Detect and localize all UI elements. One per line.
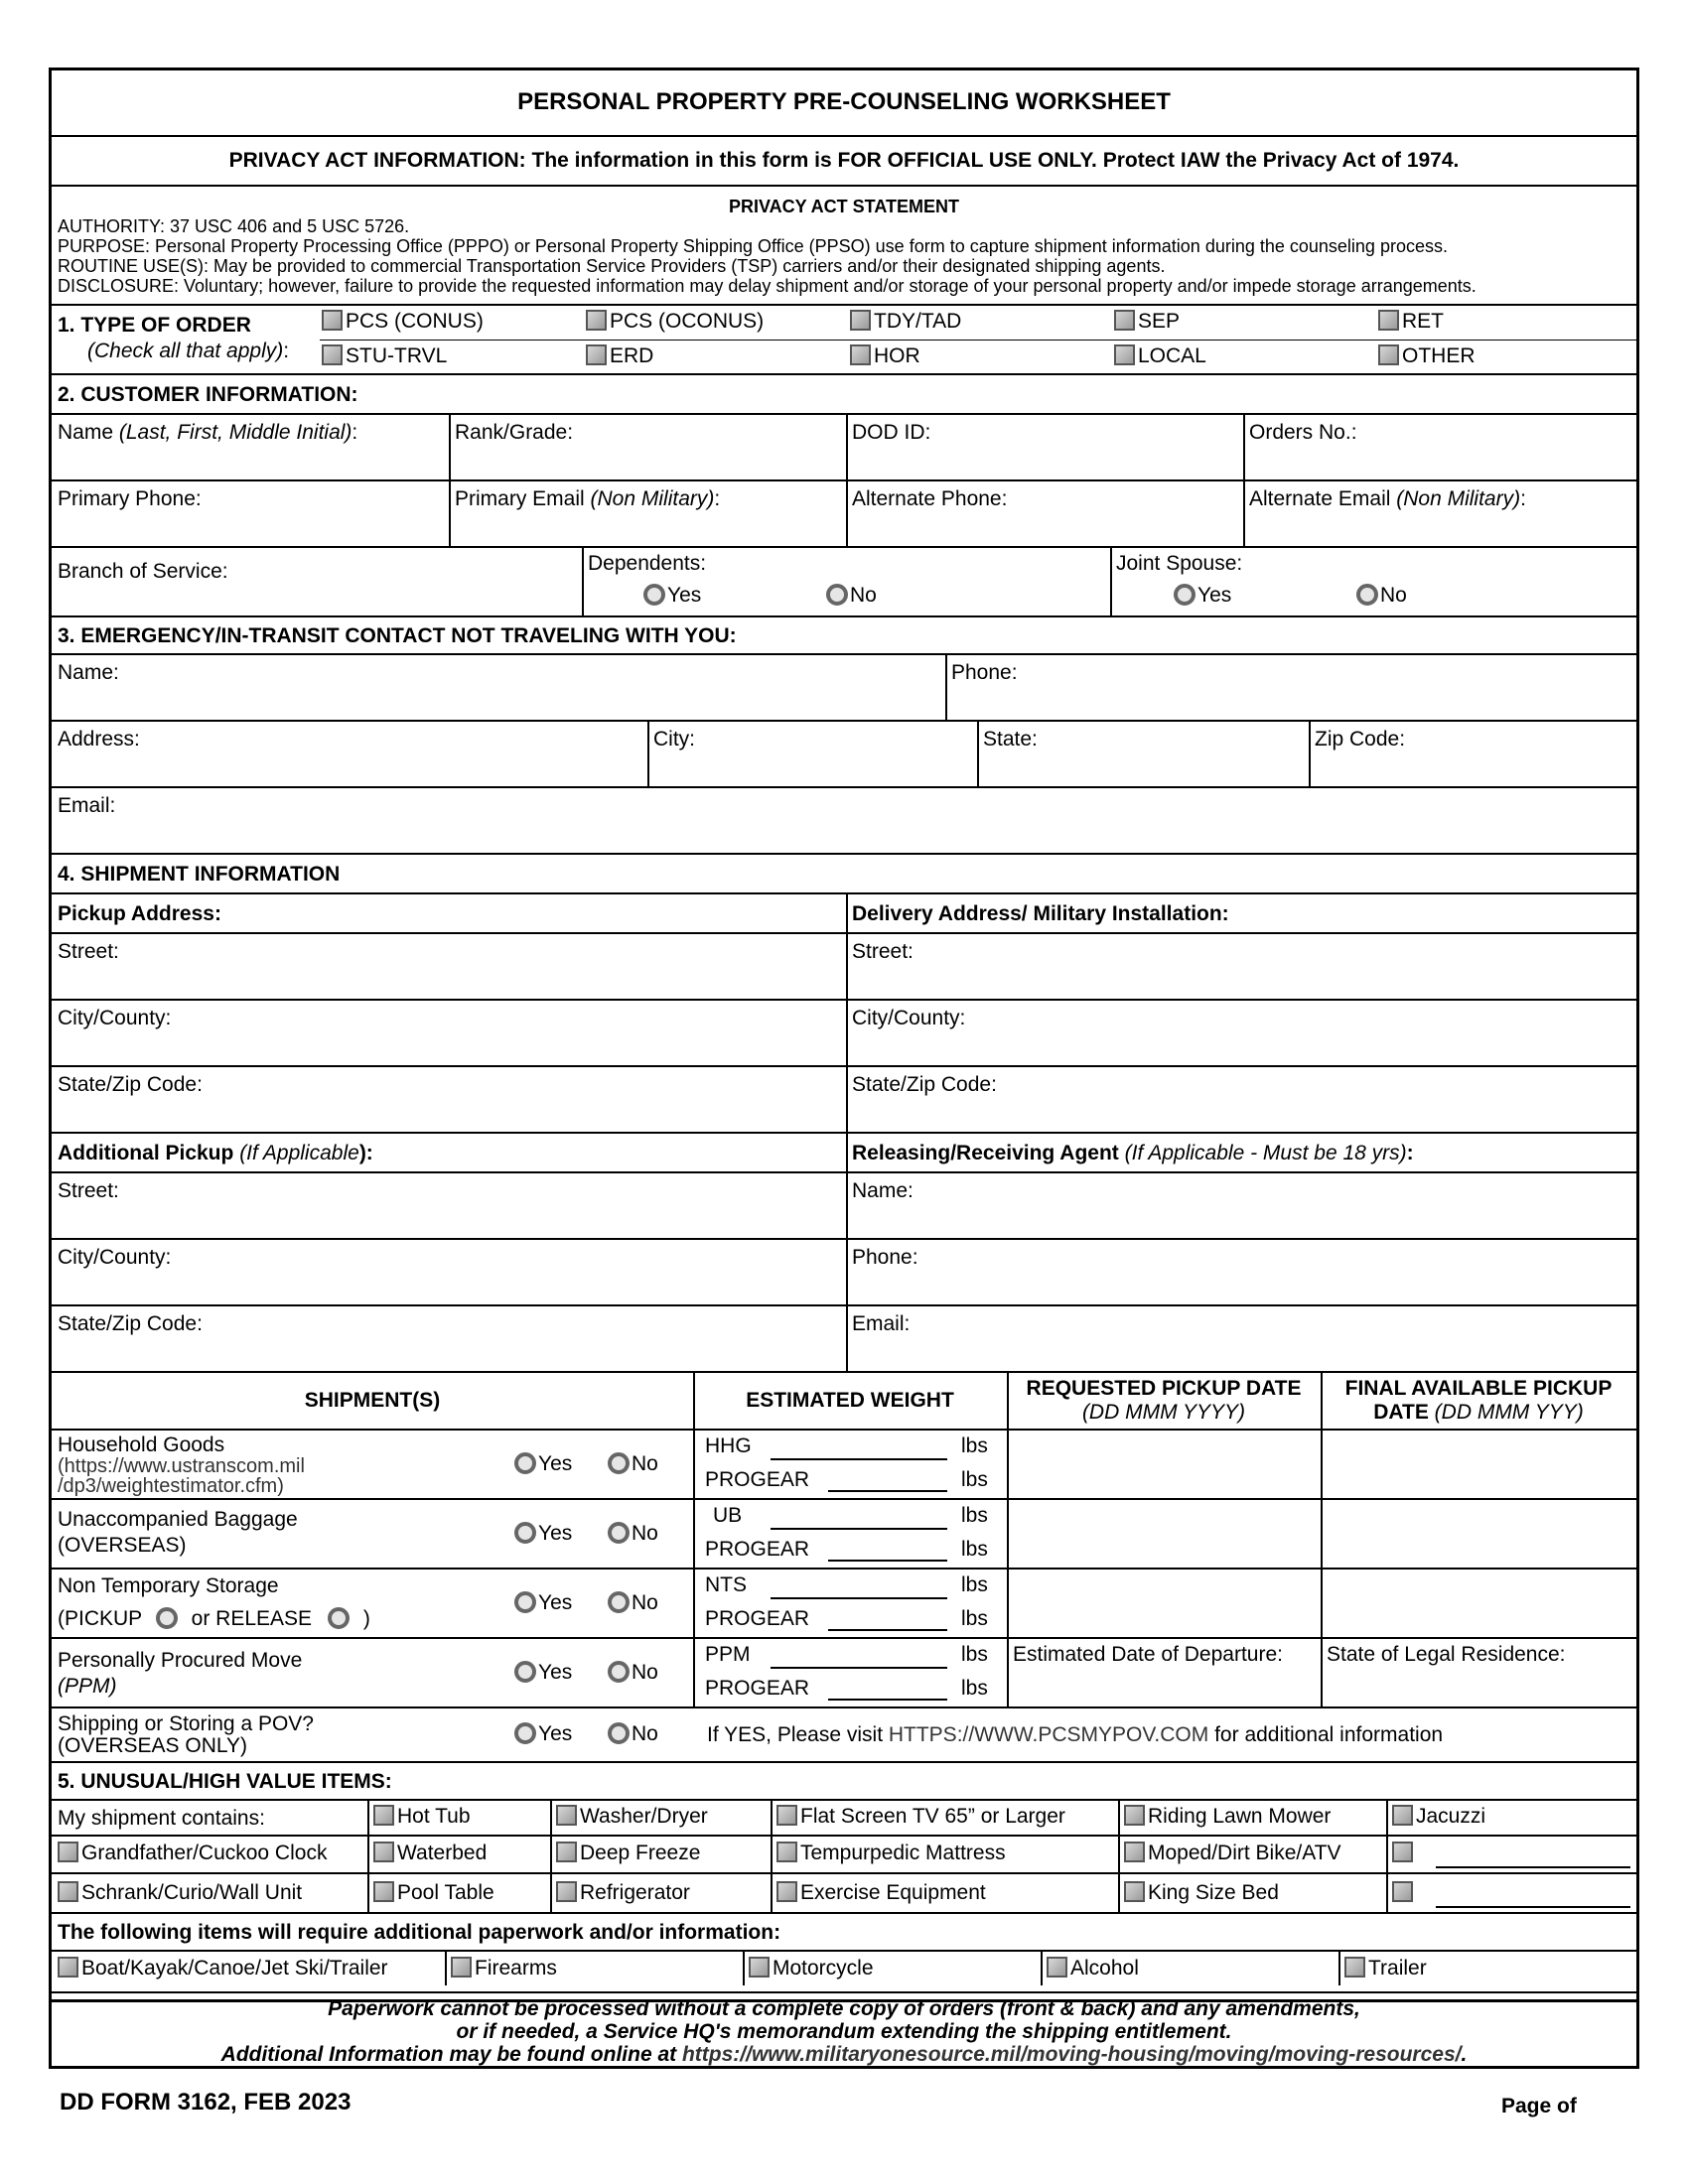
item-exercise-equipment[interactable]: Exercise Equipment xyxy=(776,1881,986,1905)
item-king-size-bed[interactable]: King Size Bed xyxy=(1124,1881,1279,1905)
checkbox-icon[interactable] xyxy=(776,1881,797,1902)
item-boat[interactable]: Boat/Kayak/Canoe/Jet Ski/Trailer xyxy=(58,1957,388,1980)
pickup-street-field[interactable]: Street: xyxy=(58,940,119,963)
item-other-2[interactable] xyxy=(1392,1881,1416,1905)
checkbox-icon[interactable] xyxy=(556,1805,577,1826)
order-option-sep[interactable]: SEP xyxy=(1114,310,1180,334)
checkbox-icon[interactable] xyxy=(1124,1842,1145,1862)
checkbox-icon[interactable] xyxy=(373,1805,394,1826)
checkbox-icon[interactable] xyxy=(1114,344,1135,365)
order-option-local[interactable]: LOCAL xyxy=(1114,344,1206,368)
checkbox-icon[interactable] xyxy=(850,310,871,331)
item-schrank[interactable]: Schrank/Curio/Wall Unit xyxy=(58,1881,302,1905)
alternate-email-field[interactable]: Alternate Email (Non Military): xyxy=(1249,487,1526,510)
checkbox-icon[interactable] xyxy=(1378,344,1399,365)
item-riding-lawn-mower[interactable]: Riding Lawn Mower xyxy=(1124,1805,1331,1829)
order-option-ret[interactable]: RET xyxy=(1378,310,1444,334)
item-motorcycle[interactable]: Motorcycle xyxy=(749,1957,874,1980)
checkbox-icon[interactable] xyxy=(776,1805,797,1826)
ub-progear-input[interactable] xyxy=(828,1560,947,1562)
shipment-row-ub xyxy=(52,1498,1636,1568)
col-shipments: SHIPMENT(S) xyxy=(304,1388,441,1412)
shipment-row-hhg xyxy=(52,1429,1636,1498)
hhg-weight-input[interactable] xyxy=(771,1458,947,1460)
item-grandfather-clock[interactable]: Grandfather/Cuckoo Clock xyxy=(58,1842,327,1865)
customer-row-1 xyxy=(52,413,1636,479)
col-final-pickup: FINAL AVAILABLE PICKUP DATE (DD MMM YYY) xyxy=(1344,1376,1613,1424)
emergency-row-2 xyxy=(52,720,1636,786)
emergency-row-3 xyxy=(52,786,1636,853)
ppm-yes[interactable]: Yes xyxy=(514,1661,572,1685)
radio-icon[interactable] xyxy=(514,1661,536,1683)
additional-street-field[interactable]: Street: xyxy=(58,1179,119,1202)
additional-items-row xyxy=(52,1950,1636,1985)
city-row xyxy=(52,999,1636,1065)
shipment-header: 4. SHIPMENT INFORMATION xyxy=(58,863,341,886)
radio-icon[interactable] xyxy=(514,1522,536,1544)
shipment-row-ppm xyxy=(52,1637,1636,1706)
checkbox-icon[interactable] xyxy=(1124,1805,1145,1826)
radio-icon[interactable] xyxy=(514,1452,536,1474)
ub-sublabel: (OVERSEAS) xyxy=(58,1534,187,1557)
shipments-table-header xyxy=(52,1371,1636,1429)
nts-pickup-radio-icon[interactable] xyxy=(156,1607,178,1629)
order-option-pcs-conus[interactable]: PCS (CONUS) xyxy=(322,310,484,334)
additional-city-field[interactable]: City/County: xyxy=(58,1246,172,1269)
additional-pickup-label: Additional Pickup (If Applicable): xyxy=(58,1142,373,1164)
nts-weight-input[interactable] xyxy=(771,1597,947,1599)
emergency-state-field[interactable]: State: xyxy=(983,728,1038,751)
hhg-progear-lbs: lbs xyxy=(961,1468,988,1491)
pickup-city-field[interactable]: City/County: xyxy=(58,1007,172,1029)
address-headers-row xyxy=(52,892,1636,932)
checkbox-icon[interactable] xyxy=(451,1957,472,1978)
nts-lbs: lbs xyxy=(961,1573,988,1596)
privacy-routine-uses: ROUTINE USE(S): May be provided to commercial Transportation Service Providers (TSP) carriers and/or their designated shipping agents. xyxy=(58,256,1166,276)
item-other-2-input[interactable] xyxy=(1436,1906,1630,1908)
privacy-statement-heading: PRIVACY ACT STATEMENT xyxy=(728,197,959,216)
dependents-yes[interactable]: Yes xyxy=(643,584,701,608)
type-of-order-section xyxy=(52,304,1636,373)
unusual-row-2 xyxy=(52,1835,1636,1872)
street-row xyxy=(52,932,1636,999)
delivery-state-zip-field[interactable]: State/Zip Code: xyxy=(852,1073,997,1096)
additional-row-1 xyxy=(52,1171,1636,1238)
form-id: DD FORM 3162, FEB 2023 xyxy=(60,2089,352,2116)
rank-field[interactable]: Rank/Grade: xyxy=(455,421,574,444)
worksheet-form xyxy=(49,68,1639,2002)
checkbox-icon[interactable] xyxy=(749,1957,770,1978)
pov-link[interactable]: HTTPS://WWW.PCSMYPOV.COM xyxy=(888,1723,1209,1746)
form-title: PERSONAL PROPERTY PRE-COUNSELING WORKSHEET xyxy=(517,88,1171,115)
shipment-row-pov xyxy=(52,1706,1636,1761)
pov-note: If YES, Please visit HTTPS://WWW.PCSMYPOV.COM for additional information xyxy=(707,1723,1444,1746)
agent-label: Releasing/Receiving Agent (If Applicable - Must be 18 yrs): xyxy=(852,1142,1414,1164)
emergency-phone-field[interactable]: Phone: xyxy=(951,661,1018,684)
checkbox-icon[interactable] xyxy=(1047,1957,1067,1978)
col-estimated-weight: ESTIMATED WEIGHT xyxy=(746,1388,954,1412)
item-tempurpedic[interactable]: Tempurpedic Mattress xyxy=(776,1842,1006,1865)
radio-icon[interactable] xyxy=(608,1452,630,1474)
hhg-label: Household Goods xyxy=(58,1433,225,1456)
notice-line-3: Additional Information may be found online at https://www.militaryonesource.mil/moving-housing/moving/moving-resources/. xyxy=(220,2043,1468,2066)
radio-icon[interactable] xyxy=(643,584,665,606)
emergency-row-1 xyxy=(52,653,1636,720)
pov-no[interactable]: No xyxy=(608,1722,658,1746)
item-firearms[interactable]: Firearms xyxy=(451,1957,557,1980)
item-trailer[interactable]: Trailer xyxy=(1344,1957,1427,1980)
primary-email-field[interactable]: Primary Email (Non Military): xyxy=(455,487,721,510)
dependents-no[interactable]: No xyxy=(826,584,877,608)
ub-no[interactable]: No xyxy=(608,1522,658,1546)
ppm-sublabel: (PPM) xyxy=(58,1675,117,1698)
shipment-header-row xyxy=(52,853,1636,892)
type-of-order-hint: (Check all that apply): xyxy=(87,340,290,362)
hhg-progear-label: PROGEAR xyxy=(705,1468,810,1491)
unusual-row-1 xyxy=(52,1799,1636,1835)
ub-lbs: lbs xyxy=(961,1504,988,1527)
emergency-address-field[interactable]: Address: xyxy=(58,728,140,751)
item-deep-freeze[interactable]: Deep Freeze xyxy=(556,1842,700,1865)
ub-progear-label: PROGEAR xyxy=(705,1538,810,1561)
ub-weight-label: UB xyxy=(713,1504,743,1527)
checkbox-icon[interactable] xyxy=(373,1881,394,1902)
unusual-row-3 xyxy=(52,1872,1636,1912)
est-departure-field[interactable]: Estimated Date of Departure: xyxy=(1013,1643,1283,1666)
emergency-zip-field[interactable]: Zip Code: xyxy=(1315,728,1406,751)
nts-progear-input[interactable] xyxy=(828,1629,947,1631)
order-option-tdy-tad[interactable]: TDY/TAD xyxy=(850,310,961,334)
state-zip-row xyxy=(52,1065,1636,1132)
ppm-progear-lbs: lbs xyxy=(961,1677,988,1700)
col-requested-pickup: REQUESTED PICKUP DATE (DD MMM YYYY) xyxy=(1026,1376,1302,1424)
additional-state-zip-field[interactable]: State/Zip Code: xyxy=(58,1312,203,1335)
ppm-weight-label: PPM xyxy=(705,1643,751,1666)
radio-icon[interactable] xyxy=(608,1722,630,1744)
item-other-1[interactable] xyxy=(1392,1842,1416,1865)
orders-no-field[interactable]: Orders No.: xyxy=(1249,421,1357,444)
nts-options: (PICKUP or RELEASE ) xyxy=(58,1607,370,1630)
nts-label: Non Temporary Storage xyxy=(58,1574,279,1597)
radio-icon[interactable] xyxy=(608,1522,630,1544)
privacy-authority: AUTHORITY: 37 USC 406 and 5 USC 5726. xyxy=(58,216,410,236)
nts-release-radio-icon[interactable] xyxy=(328,1607,350,1629)
pov-label: Shipping or Storing a POV? xyxy=(58,1712,314,1735)
checkbox-icon[interactable] xyxy=(556,1881,577,1902)
hhg-no[interactable]: No xyxy=(608,1452,658,1476)
ub-yes[interactable]: Yes xyxy=(514,1522,572,1546)
joint-spouse-no[interactable]: No xyxy=(1356,584,1407,608)
radio-icon[interactable] xyxy=(1174,584,1196,606)
radio-icon[interactable] xyxy=(826,584,848,606)
notice-line-2: or if needed, a Service HQ's memorandum extending the shipping entitlement. xyxy=(456,2020,1232,2043)
additional-row-2 xyxy=(52,1238,1636,1304)
checkbox-icon[interactable] xyxy=(1344,1957,1365,1978)
emergency-email-field[interactable]: Email: xyxy=(58,794,116,817)
shipment-row-nts xyxy=(52,1568,1636,1637)
name-field[interactable]: Name (Last, First, Middle Initial): xyxy=(58,421,358,444)
nts-progear-lbs: lbs xyxy=(961,1607,988,1630)
checkbox-icon[interactable] xyxy=(322,344,343,365)
checkbox-icon[interactable] xyxy=(1392,1842,1413,1862)
checkbox-icon[interactable] xyxy=(586,310,607,331)
item-hot-tub[interactable]: Hot Tub xyxy=(373,1805,471,1829)
checkbox-icon[interactable] xyxy=(1114,310,1135,331)
military-onesource-link[interactable]: https://www.militaryonesource.mil/moving-housing/moving/moving-resources/ xyxy=(681,2043,1462,2066)
dod-id-field[interactable]: DOD ID: xyxy=(852,421,931,444)
agent-email-field[interactable]: Email: xyxy=(852,1312,911,1335)
item-moped[interactable]: Moped/Dirt Bike/ATV xyxy=(1124,1842,1341,1865)
privacy-banner-row xyxy=(52,135,1636,185)
notice-box xyxy=(49,1991,1639,2069)
checkbox-icon[interactable] xyxy=(58,1881,78,1902)
delivery-street-field[interactable]: Street: xyxy=(852,940,914,963)
unusual-header: 5. UNUSUAL/HIGH VALUE ITEMS: xyxy=(58,1770,392,1793)
checkbox-icon[interactable] xyxy=(1392,1805,1413,1826)
emergency-name-field[interactable]: Name: xyxy=(58,661,119,684)
ppm-no[interactable]: No xyxy=(608,1661,658,1685)
nts-progear-label: PROGEAR xyxy=(705,1607,810,1630)
order-option-erd[interactable]: ERD xyxy=(586,344,653,368)
order-option-other[interactable]: OTHER xyxy=(1378,344,1476,368)
additional-paperwork-header: The following items will require additional paperwork and/or information: xyxy=(58,1921,781,1944)
emergency-header: 3. EMERGENCY/IN-TRANSIT CONTACT NOT TRAVELING WITH YOU: xyxy=(58,624,737,647)
notice-line-1: Paperwork cannot be processed without a complete copy of orders (front & back) and any amendments, xyxy=(328,1997,1360,2020)
legal-residence-field[interactable]: State of Legal Residence: xyxy=(1327,1643,1566,1666)
item-other-1-input[interactable] xyxy=(1436,1866,1630,1868)
nts-yes[interactable]: Yes xyxy=(514,1591,572,1615)
additional-headers-row xyxy=(52,1132,1636,1171)
checkbox-icon[interactable] xyxy=(1124,1881,1145,1902)
item-refrigerator[interactable]: Refrigerator xyxy=(556,1881,690,1905)
nts-no[interactable]: No xyxy=(608,1591,658,1615)
privacy-statement xyxy=(52,185,1636,304)
joint-spouse-label: Joint Spouse: xyxy=(1116,552,1243,575)
customer-row-2 xyxy=(52,479,1636,546)
ub-progear-lbs: lbs xyxy=(961,1538,988,1561)
alternate-phone-field[interactable]: Alternate Phone: xyxy=(852,487,1008,510)
ub-label: Unaccompanied Baggage xyxy=(58,1508,298,1531)
title-row xyxy=(52,70,1636,135)
checkbox-icon[interactable] xyxy=(850,344,871,365)
ppm-progear-input[interactable] xyxy=(828,1699,947,1701)
emergency-header-row xyxy=(52,615,1636,653)
radio-icon[interactable] xyxy=(514,1591,536,1613)
additional-paperwork-header-row xyxy=(52,1912,1636,1950)
order-option-pcs-oconus[interactable]: PCS (OCONUS) xyxy=(586,310,764,334)
ppm-weight-input[interactable] xyxy=(771,1667,947,1669)
ub-weight-input[interactable] xyxy=(771,1528,947,1530)
type-of-order-label: 1. TYPE OF ORDER xyxy=(58,314,251,337)
checkbox-icon[interactable] xyxy=(373,1842,394,1862)
hhg-yes[interactable]: Yes xyxy=(514,1452,572,1476)
emergency-city-field[interactable]: City: xyxy=(653,728,695,751)
hhg-lbs: lbs xyxy=(961,1434,988,1457)
hhg-weight-label: HHG xyxy=(705,1434,752,1457)
checkbox-icon[interactable] xyxy=(1378,310,1399,331)
delivery-address-label: Delivery Address/ Military Installation: xyxy=(852,902,1229,925)
item-waterbed[interactable]: Waterbed xyxy=(373,1842,487,1865)
item-flat-screen-tv[interactable]: Flat Screen TV 65” or Larger xyxy=(776,1805,1065,1829)
customer-row-3 xyxy=(52,546,1636,615)
checkbox-icon[interactable] xyxy=(322,310,343,331)
checkbox-icon[interactable] xyxy=(1392,1881,1413,1902)
order-option-stu-trvl[interactable]: STU-TRVL xyxy=(322,344,447,368)
checkbox-icon[interactable] xyxy=(776,1842,797,1862)
customer-header: 2. CUSTOMER INFORMATION: xyxy=(58,383,358,406)
radio-icon[interactable] xyxy=(608,1591,630,1613)
hhg-link-1[interactable]: (https://www.ustranscom.mil xyxy=(58,1455,305,1477)
checkbox-icon[interactable] xyxy=(58,1842,78,1862)
ppm-label: Personally Procured Move xyxy=(58,1649,303,1672)
branch-field[interactable]: Branch of Service: xyxy=(58,560,228,583)
item-washer-dryer[interactable]: Washer/Dryer xyxy=(556,1805,708,1829)
shipment-contains-label: My shipment contains: xyxy=(58,1807,265,1830)
pickup-address-label: Pickup Address: xyxy=(58,902,221,925)
privacy-purpose: PURPOSE: Personal Property Processing Office (PPPO) or Personal Property Shipping Office (PPSO) use form to capture shipment information during the counseling process. xyxy=(58,236,1448,256)
joint-spouse-yes[interactable]: Yes xyxy=(1174,584,1231,608)
radio-icon[interactable] xyxy=(608,1661,630,1683)
pov-sublabel: (OVERSEAS ONLY) xyxy=(58,1734,247,1757)
additional-row-3 xyxy=(52,1304,1636,1371)
item-alcohol[interactable]: Alcohol xyxy=(1047,1957,1139,1980)
delivery-city-field[interactable]: City/County: xyxy=(852,1007,966,1029)
checkbox-icon[interactable] xyxy=(58,1957,78,1978)
ppm-progear-label: PROGEAR xyxy=(705,1677,810,1700)
agent-phone-field[interactable]: Phone: xyxy=(852,1246,918,1269)
item-pool-table[interactable]: Pool Table xyxy=(373,1881,494,1905)
page-number: Page of xyxy=(1501,2095,1577,2117)
unusual-header-row xyxy=(52,1761,1636,1799)
pickup-state-zip-field[interactable]: State/Zip Code: xyxy=(58,1073,203,1096)
pov-yes[interactable]: Yes xyxy=(514,1722,572,1746)
privacy-disclosure: DISCLOSURE: Voluntary; however, failure to provide the requested information may delay shipment and/or storage of your personal property and/or impede storage arrangements. xyxy=(58,276,1477,296)
agent-name-field[interactable]: Name: xyxy=(852,1179,914,1202)
privacy-banner: PRIVACY ACT INFORMATION: The information in this form is FOR OFFICIAL USE ONLY. Protect IAW the Privacy Act of 1974. xyxy=(228,149,1460,172)
hhg-link-2[interactable]: /dp3/weightestimator.cfm) xyxy=(58,1475,284,1497)
ppm-lbs: lbs xyxy=(961,1643,988,1666)
order-option-hor[interactable]: HOR xyxy=(850,344,920,368)
item-jacuzzi[interactable]: Jacuzzi xyxy=(1392,1805,1485,1829)
checkbox-icon[interactable] xyxy=(586,344,607,365)
customer-header-row xyxy=(52,373,1636,413)
nts-weight-label: NTS xyxy=(705,1573,747,1596)
checkbox-icon[interactable] xyxy=(556,1842,577,1862)
hhg-progear-input[interactable] xyxy=(828,1490,947,1492)
radio-icon[interactable] xyxy=(514,1722,536,1744)
primary-phone-field[interactable]: Primary Phone: xyxy=(58,487,202,510)
radio-icon[interactable] xyxy=(1356,584,1378,606)
dependents-label: Dependents: xyxy=(588,552,707,575)
